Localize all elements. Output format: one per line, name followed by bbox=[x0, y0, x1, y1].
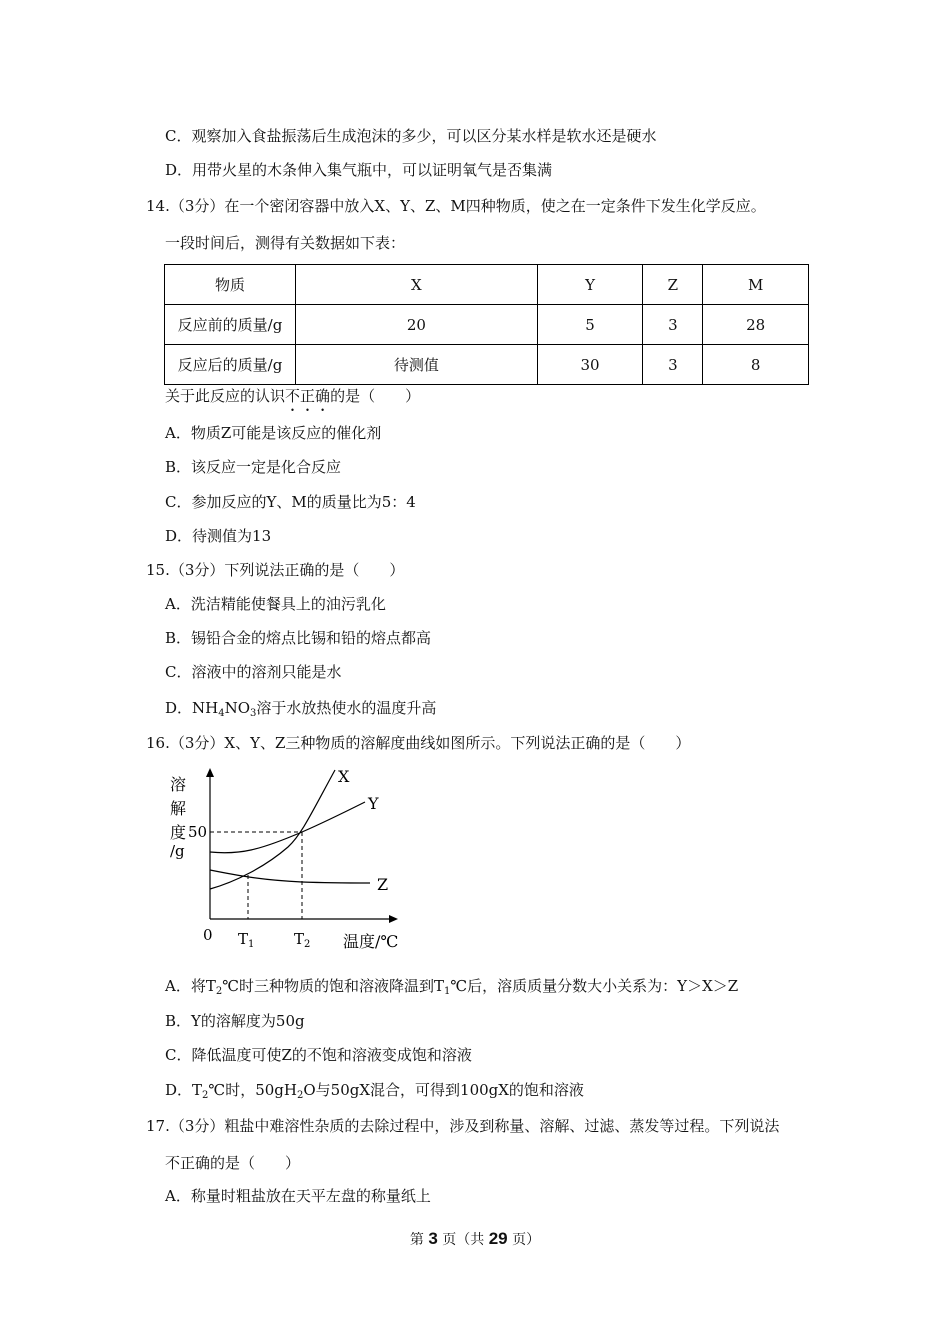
solubility-curve-graph bbox=[160, 762, 420, 957]
q17-stem-line2: 不正确的是（ ） bbox=[165, 1154, 301, 1172]
ylabel-char: 度 bbox=[170, 823, 187, 842]
table-header-cell: Z bbox=[643, 265, 703, 305]
page-number: 3 bbox=[428, 1229, 438, 1248]
q16-option-b: B．Y的溶解度为50g bbox=[165, 1012, 305, 1030]
table-cell: 5 bbox=[537, 305, 643, 345]
q13-option-d: D．用带火星的木条伸入集气瓶中，可以证明氧气是否集满 bbox=[165, 161, 553, 179]
series-label-x: X bbox=[338, 767, 350, 786]
q17-option-a: A．称量时粗盐放在天平左盘的称量纸上 bbox=[165, 1187, 431, 1205]
text-run: O与50gX混合，可得到100gX的饱和溶液 bbox=[303, 1081, 584, 1099]
q14-option-b: B．该反应一定是化合反应 bbox=[165, 458, 342, 476]
series-label-z: Z bbox=[377, 875, 389, 894]
footer-text: 第 bbox=[409, 1232, 424, 1248]
table-header-cell: 物质 bbox=[165, 265, 296, 305]
footer-text: 页（共 bbox=[442, 1232, 485, 1248]
footer-text: 页） bbox=[512, 1232, 541, 1248]
table-cell: 20 bbox=[296, 305, 538, 345]
q14-stem-line1: 14.（3分）在一个密闭容器中放入X、Y、Z、M四种物质，使之在一定条件下发生化学反应。 bbox=[146, 197, 766, 215]
x-tick-t2: $T_2$ bbox=[294, 930, 311, 950]
table-cell: 30 bbox=[537, 345, 643, 385]
q15-option-d bbox=[165, 698, 436, 718]
subscript: 4 bbox=[218, 708, 225, 719]
emphasis-char: 不 bbox=[285, 387, 301, 405]
text-run: D．T bbox=[165, 1081, 203, 1099]
q14-data-table bbox=[164, 264, 809, 385]
q16-option-a bbox=[165, 976, 738, 996]
text-run: ℃时三种物质的饱和溶液降温到T bbox=[222, 977, 445, 995]
table-cell: 3 bbox=[643, 345, 703, 385]
ylabel-char: /g bbox=[170, 842, 185, 860]
ylabel-char: 溶 bbox=[170, 775, 187, 794]
q14-question-pre: 关于此反应的认识 bbox=[165, 387, 286, 405]
text-run: 溶于水放热使水的温度升高 bbox=[256, 699, 437, 717]
subscript: 1 bbox=[444, 986, 451, 997]
subscript: 2 bbox=[202, 1090, 209, 1101]
q15-stem: 15.（3分）下列说法正确的是（ ） bbox=[146, 561, 405, 579]
ylabel-char: 解 bbox=[170, 799, 187, 818]
subscript: 2 bbox=[296, 1090, 304, 1101]
x-axis-arrow-icon bbox=[389, 915, 398, 923]
q16-stem: 16.（3分）X、Y、Z三种物质的溶解度曲线如图所示。下列说法正确的是（ ） bbox=[146, 734, 691, 752]
q14-option-a: A．物质Z可能是该反应的催化剂 bbox=[165, 424, 382, 442]
subscript: 3 bbox=[250, 708, 257, 719]
subscript: 2 bbox=[215, 986, 223, 997]
table-header-cell: X bbox=[296, 265, 538, 305]
table-cell: 待测值 bbox=[296, 345, 538, 385]
q15-option-a: A．洗洁精能使餐具上的油污乳化 bbox=[165, 595, 386, 613]
total-pages: 29 bbox=[488, 1229, 508, 1248]
q14-question-post: 的是（ ） bbox=[330, 387, 421, 405]
q16-option-d bbox=[165, 1080, 584, 1100]
y-tick-50: 50 bbox=[188, 823, 208, 841]
q13-option-c: C．观察加入食盐振荡后生成泡沫的多少，可以区分某水样是软水还是硬水 bbox=[165, 127, 657, 145]
q16-option-c: C．降低温度可使Z的不饱和溶液变成饱和溶液 bbox=[165, 1046, 472, 1064]
text-run: A．将T bbox=[165, 977, 216, 995]
text-run: ℃时，50gH bbox=[208, 1081, 297, 1099]
q15-option-b: B．锡铅合金的熔点比锡和铅的熔点都高 bbox=[165, 629, 432, 647]
curve-y bbox=[210, 802, 365, 853]
page-footer bbox=[0, 1229, 950, 1249]
table-row bbox=[165, 305, 809, 345]
table-cell: 8 bbox=[703, 345, 809, 385]
x-axis-label: 温度/℃ bbox=[343, 932, 399, 951]
y-axis-arrow-icon bbox=[206, 768, 214, 777]
table-header-cell: M bbox=[703, 265, 809, 305]
q14-question bbox=[165, 386, 420, 406]
table-row bbox=[165, 345, 809, 385]
table-cell: 28 bbox=[703, 305, 809, 345]
emphasis-char: 正 bbox=[300, 387, 316, 405]
q14-option-c: C．参加反应的Y、M的质量比为5：4 bbox=[165, 493, 416, 511]
table-header-cell: Y bbox=[537, 265, 643, 305]
emphasis-char: 确 bbox=[315, 387, 331, 405]
q14-option-d: D．待测值为13 bbox=[165, 527, 272, 545]
curve-x bbox=[210, 770, 335, 889]
table-cell: 反应后的质量/g bbox=[165, 345, 296, 385]
table-cell: 反应前的质量/g bbox=[165, 305, 296, 345]
series-label-y: Y bbox=[368, 794, 379, 813]
text-run: NO bbox=[224, 699, 251, 717]
table-header-row bbox=[165, 265, 809, 305]
q14-stem-line2: 一段时间后，测得有关数据如下表： bbox=[165, 234, 406, 252]
q15-option-c: C．溶液中的溶剂只能是水 bbox=[165, 663, 342, 681]
table-cell: 3 bbox=[643, 305, 703, 345]
text-run: D．NH bbox=[165, 699, 219, 717]
text-run: ℃后，溶质质量分数大小关系为：Y＞X＞Z bbox=[450, 977, 739, 995]
q17-stem-line1: 17.（3分）粗盐中难溶性杂质的去除过程中，涉及到称量、溶解、过滤、蒸发等过程。下列说法 bbox=[146, 1117, 780, 1135]
origin-label: 0 bbox=[203, 926, 213, 944]
x-tick-t1: $T_1$ bbox=[238, 930, 255, 950]
